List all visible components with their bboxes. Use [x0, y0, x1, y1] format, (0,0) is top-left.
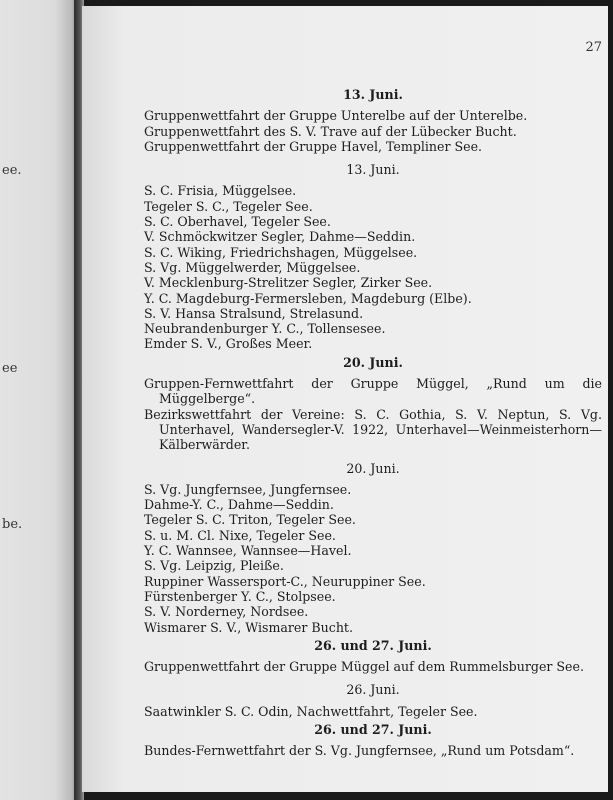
event-entry: Saatwinkler S. C. Odin, Nachwettfahrt, Tegeler See.	[144, 703, 478, 719]
event-entry: S. V. Norderney, Nordsee.	[144, 604, 309, 620]
page-number: 27	[585, 40, 602, 55]
event-entry: Neubrandenburger Y. C., Tollensesee.	[144, 321, 386, 337]
event-entry: S. C. Oberhavel, Tegeler See.	[144, 214, 331, 230]
left-page-edge	[0, 0, 78, 800]
event-entry: Bundes-Fernwettfahrt der S. Vg. Jungfernsee, „Rund um Potsdam“.	[144, 743, 575, 759]
event-entry: Gruppenwettfahrt der Gruppe Havel, Templiner See.	[144, 138, 483, 154]
event-entry: S. u. M. Cl. Nixe, Tegeler See.	[144, 527, 336, 543]
section-heading: 13. Juni.	[346, 162, 400, 178]
event-entry: Gruppenwettfahrt der Gruppe Müggel auf dem Rummelsburger See.	[144, 659, 584, 675]
event-entry: S. V. Hansa Stralsund, Strelasund.	[144, 305, 364, 321]
event-entry: Y. C. Wannsee, Wannsee—Havel.	[144, 543, 352, 559]
event-entry: Gruppenwettfahrt der Gruppe Unterelbe auf der Unterelbe.	[144, 108, 528, 124]
book-page	[82, 6, 608, 792]
event-entry: Wismarer S. V., Wismarer Bucht.	[144, 619, 354, 635]
section-heading: 26. Juni.	[346, 682, 400, 698]
section-heading: 26. und 27. Juni.	[314, 637, 432, 653]
section-heading: 20. Juni.	[343, 354, 403, 370]
section-heading: 20. Juni.	[346, 460, 400, 476]
event-entry: Gruppenwettfahrt des S. V. Trave auf der Lübecker Bucht.	[144, 123, 517, 139]
left-margin-fragment: ee	[2, 361, 18, 376]
event-entry: V. Mecklenburg-Strelitzer Segler, Zirker See.	[144, 275, 433, 291]
event-entry: Bezirkswettfahrt der Vereine: S. C. Gothia, S. V. Neptun, S. Vg. Unterhavel, Wandersegler-V. 1922, Unterhavel—Weinmeisterhorn—Kälberwärder.	[144, 406, 602, 453]
section-heading: 13. Juni.	[343, 87, 403, 102]
left-margin-fragment: ee.	[2, 163, 22, 178]
event-entry: Gruppen-Fernwettfahrt der Gruppe Müggel, „Rund um die Müggelberge“.	[144, 376, 602, 407]
event-entry: Ruppiner Wassersport-C., Neuruppiner See.	[144, 573, 426, 589]
event-entry: Fürstenberger Y. C., Stolpsee.	[144, 588, 336, 604]
section-heading: 26. und 27. Juni.	[314, 721, 432, 737]
event-entry: V. Schmöckwitzer Segler, Dahme—Seddin.	[144, 229, 416, 245]
left-margin-fragment: be.	[2, 517, 23, 532]
page-content	[144, 84, 602, 759]
event-entry: Dahme-Y. C., Dahme—Seddin.	[144, 497, 334, 513]
event-entry: S. C. Wiking, Friedrichshagen, Müggelsee.	[144, 244, 418, 260]
event-entry: Tegeler S. C., Tegeler See.	[144, 198, 313, 214]
event-entry: S. Vg. Leipzig, Pleiße.	[144, 558, 284, 574]
event-entry: S. Vg. Jungfernsee, Jungfernsee.	[144, 481, 352, 497]
event-entry: Tegeler S. C. Triton, Tegeler See.	[144, 512, 356, 528]
event-entry: S. C. Frisia, Müggelsee.	[144, 183, 297, 199]
event-entry: S. Vg. Müggelwerder, Müggelsee.	[144, 259, 361, 275]
event-entry: Emder S. V., Großes Meer.	[144, 336, 313, 352]
event-entry: Y. C. Magdeburg-Fermersleben, Magdeburg (Elbe).	[144, 290, 472, 306]
